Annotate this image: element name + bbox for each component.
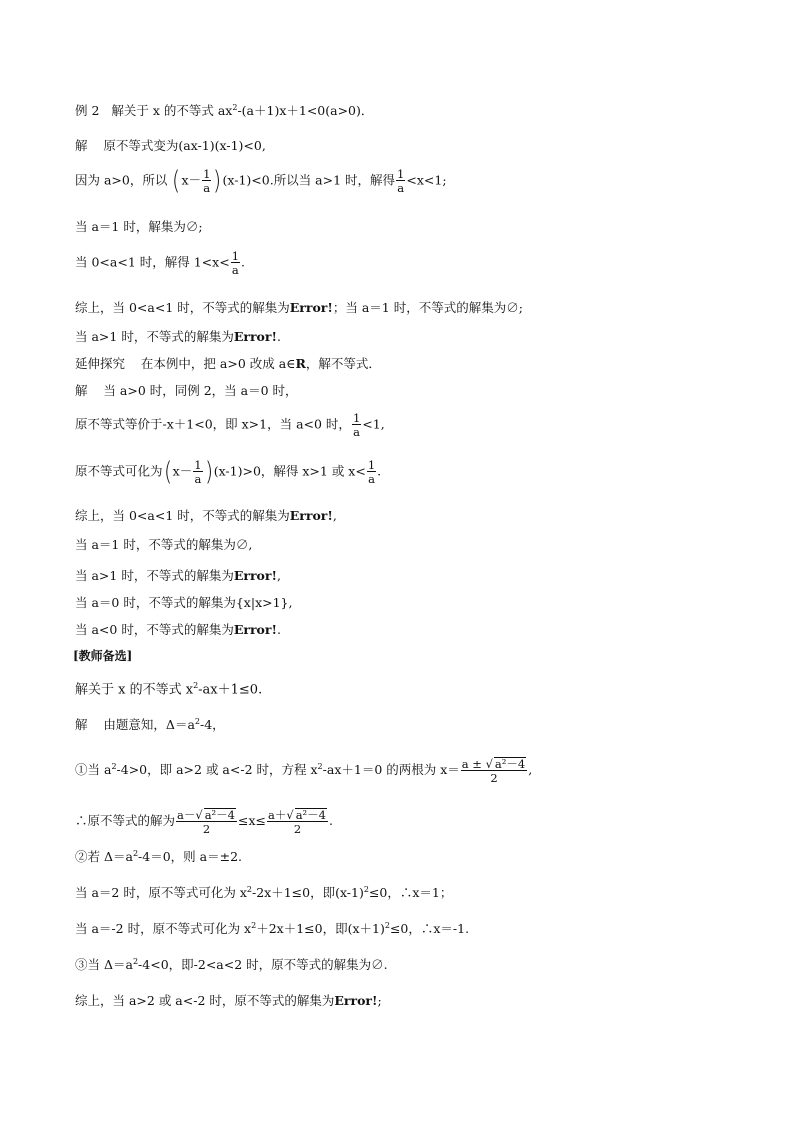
- exponent: 2: [246, 885, 252, 894]
- extension-label: 延伸探究: [75, 356, 126, 371]
- text: 当 a＝2 时，原不等式可化为 x: [75, 885, 247, 901]
- numerator: [461, 757, 527, 770]
- fraction-upper-root: [267, 808, 328, 835]
- denominator: 2: [267, 821, 328, 835]
- extension-line-2: [75, 412, 385, 438]
- text: ≤0，∴x＝1；: [368, 885, 453, 901]
- numerator: [267, 808, 328, 821]
- text: 当 a＝1 时，不等式的解集为∅,: [75, 537, 253, 552]
- solution-text: 原不等式变为(ax-1)(x-1)<0,: [103, 138, 266, 153]
- extension-summary-1: [75, 510, 337, 523]
- text: 由题意知，Δ＝a: [103, 717, 195, 733]
- example-statement-end: -(a＋1)x＋1<0(a>0)．: [237, 103, 374, 119]
- teacher-line-8: [75, 995, 382, 1008]
- text: 当 a＝0 时，不等式的解集为{x|x>1},: [75, 595, 293, 610]
- text: .: [276, 329, 281, 344]
- numerator: 1: [367, 458, 376, 472]
- text: ①当 a: [75, 762, 112, 778]
- error-field: Error!: [289, 300, 333, 315]
- error-field: Error!: [233, 329, 277, 344]
- extension-summary-5: [75, 624, 281, 637]
- text: (x-1)<0.所以当 a>1 时，解得: [222, 172, 396, 188]
- text: ＋2x＋1≤0，即(x＋1): [256, 921, 385, 937]
- text: .: [241, 254, 245, 270]
- extension-line-1: [75, 385, 298, 398]
- fraction-lower-root: [176, 808, 237, 835]
- right-paren: ): [204, 457, 213, 488]
- text: .: [377, 463, 382, 479]
- exponent: 2: [363, 885, 369, 894]
- text: x－: [172, 463, 193, 479]
- text: <1,: [362, 416, 385, 432]
- denominator: 2: [176, 821, 237, 835]
- text: ③当 Δ＝a: [75, 957, 133, 973]
- text: 当 0<a<1 时，解得 1<x<: [75, 254, 230, 270]
- text: -ax＋1＝0 的两根为 x＝: [322, 762, 460, 778]
- fraction-1-over-a: [202, 168, 211, 194]
- text: 综上，当 0<a<1 时，不等式的解集为: [75, 300, 290, 315]
- solution-line-3: [75, 221, 203, 234]
- extension-summary-3: [75, 570, 281, 583]
- text: 因为 a>0，所以: [75, 172, 168, 188]
- teacher-line-5: [75, 886, 452, 900]
- solution-summary-1: [75, 302, 523, 315]
- teacher-line-2: [75, 757, 532, 784]
- solution-line-4: [75, 250, 245, 276]
- example-title: [75, 104, 373, 118]
- text: -ax＋1≤0.: [198, 682, 263, 698]
- radicand: a²－4: [295, 808, 326, 822]
- denominator: a: [353, 425, 361, 440]
- denominator: 2: [461, 770, 527, 784]
- real-set-symbol: R: [295, 356, 306, 371]
- exponent: 2: [132, 957, 139, 966]
- teacher-line-1: [75, 718, 225, 732]
- exponent: 2: [251, 921, 257, 930]
- extension-summary-2: [75, 539, 252, 552]
- error-field: Error!: [233, 568, 277, 583]
- numerator: 1: [231, 249, 240, 263]
- fraction-roots: [461, 757, 527, 784]
- exponent: 2: [232, 103, 238, 112]
- error-field: Error!: [334, 993, 378, 1008]
- exponent: 2: [194, 717, 200, 726]
- text: ,: [332, 508, 337, 523]
- numerator: 1: [194, 458, 202, 472]
- left-paren: (: [163, 457, 172, 488]
- solution-label: 解: [75, 383, 88, 398]
- text: ≤x≤: [238, 813, 266, 829]
- numerator: 1: [397, 167, 405, 181]
- radicand: a²－4: [204, 808, 235, 822]
- fraction-1-over-a: [396, 168, 405, 194]
- text: -4，: [200, 717, 225, 733]
- text: 当 a>0 时，同例 2，当 a＝0 时，: [103, 383, 298, 398]
- solution-label: 解: [75, 717, 88, 733]
- exponent: 2: [111, 761, 117, 771]
- fraction-1-over-a: [193, 459, 202, 485]
- text: 综上，当 0<a<1 时，不等式的解集为: [75, 508, 290, 523]
- text: .: [328, 813, 333, 829]
- fraction-1-over-a: [367, 459, 376, 485]
- text: (x-1)>0，解得 x>1 或 x<: [213, 463, 366, 479]
- text: ,: [528, 762, 533, 778]
- fraction-1-over-a: [231, 250, 240, 276]
- text: 原不等式等价于-x＋1<0，即 x>1，当 a<0 时，: [75, 416, 351, 432]
- fraction-1-over-a: [352, 412, 361, 438]
- radicand: a²－4: [494, 757, 526, 771]
- text: ≤0，∴x＝-1.: [389, 921, 470, 937]
- extension-summary-4: [75, 597, 292, 610]
- numerator: 1: [352, 411, 361, 425]
- text: ②若 Δ＝a: [75, 849, 133, 865]
- text: -4>0，即 a>2 或 a<-2 时，方程 x: [116, 762, 318, 778]
- text: 解关于 x 的不等式 x: [75, 682, 194, 698]
- text: 综上，当 a>2 或 a<-2 时，原不等式的解集为: [75, 993, 335, 1008]
- text: a－: [177, 808, 196, 822]
- right-paren: ): [213, 166, 222, 197]
- text: 原不等式可化为: [75, 463, 163, 479]
- radical-sign: √: [485, 757, 493, 771]
- denominator: a: [368, 472, 375, 487]
- radical-sign: √: [286, 808, 294, 822]
- error-field: Error!: [289, 508, 333, 523]
- text: ；当 a＝1 时，不等式的解集为∅;: [332, 300, 523, 315]
- text: 当 a>1 时，不等式的解集为: [75, 329, 234, 344]
- text: <x<1;: [406, 172, 447, 188]
- exponent: 2: [317, 761, 323, 771]
- example-statement: 解关于 x 的不等式 ax: [111, 103, 233, 119]
- error-field: Error!: [233, 622, 277, 637]
- text: ∴原不等式的解为: [75, 813, 176, 829]
- text: x－: [181, 172, 202, 188]
- extension-line-3: [75, 457, 382, 488]
- left-paren: (: [172, 166, 181, 197]
- teacher-problem: [75, 682, 262, 696]
- teacher-line-3: [75, 808, 333, 835]
- text: 当 a＝-2 时，原不等式可化为 x: [75, 921, 252, 937]
- solution-label: 解: [75, 138, 88, 153]
- denominator: a: [203, 181, 211, 196]
- solution-summary-2: [75, 331, 281, 344]
- radical-sign: √: [195, 808, 203, 822]
- text: a ±: [461, 757, 486, 771]
- text: 在本例中，把 a>0 改成 a∈: [140, 356, 296, 371]
- numerator: 1: [203, 167, 211, 181]
- text: 当 a＝1 时，解集为∅;: [75, 219, 203, 234]
- text: -4<0，即-2<a<2 时，原不等式的解集为∅.: [138, 957, 388, 973]
- text: a＋: [268, 808, 287, 822]
- extension-title: [75, 358, 381, 371]
- denominator: a: [231, 263, 239, 278]
- teacher-line-6: [75, 922, 469, 936]
- solution-line-2: [75, 166, 447, 197]
- text: ，解不等式．: [305, 356, 381, 371]
- text: .: [276, 622, 281, 637]
- denominator: a: [194, 472, 202, 487]
- exponent: 2: [193, 681, 199, 690]
- solution-line-1: [75, 140, 266, 153]
- example-label: 例 2: [75, 103, 100, 119]
- text: -2x＋1≤0，即(x-1): [251, 885, 364, 901]
- text: -4＝0，则 a＝±2.: [138, 849, 243, 865]
- text: ,: [276, 568, 281, 583]
- exponent: 2: [384, 921, 390, 930]
- exponent: 2: [132, 849, 139, 858]
- text: 当 a>1 时，不等式的解集为: [75, 568, 234, 583]
- teacher-line-4: [75, 850, 242, 864]
- numerator: [176, 808, 237, 821]
- text: ;: [377, 993, 382, 1008]
- text: 当 a<0 时，不等式的解集为: [75, 622, 234, 637]
- teacher-line-7: [75, 958, 388, 972]
- denominator: a: [397, 181, 405, 196]
- teacher-heading: [教师备选]: [73, 649, 133, 663]
